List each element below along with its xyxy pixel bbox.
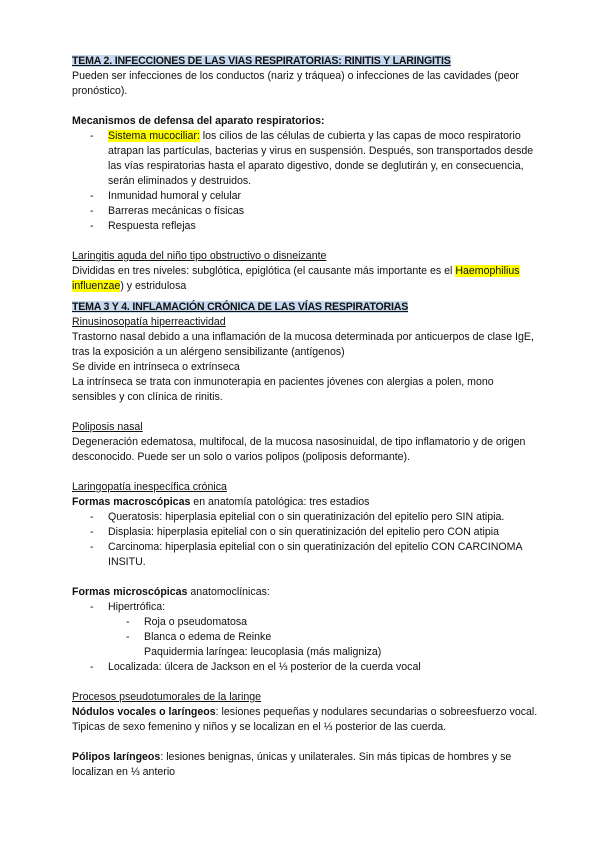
laringopatia-title: Laringopatía inespecífica crónica	[72, 481, 227, 493]
mecanismos-title: Mecanismos de defensa del aparato respiratorios:	[72, 115, 325, 127]
list-item: - Barreras mecánicas o físicas	[72, 204, 540, 219]
list-item: - Queratosis: hiperplasia epitelial con o sin queratinización del epitelio pero SIN atipia.	[72, 510, 540, 525]
list-item: - Roja o pseudomatosa	[72, 615, 540, 630]
polipos-text: : lesiones benignas, únicas y unilaterales. Sin más tipicas de hombres y se localizan en ⅓ anterio	[72, 751, 512, 778]
spacer	[72, 675, 540, 690]
paquidermia-line: Paquidermia laríngea: leucoplasia (más maligniza)	[144, 646, 382, 658]
micro-term: Formas microscópicas	[72, 586, 188, 598]
nodulos-term: Nódulos vocales o laríngeos	[72, 706, 216, 718]
list-item: - Respuesta reflejas	[72, 219, 540, 234]
laringitis-title: Laringitis aguda del niño tipo obstructivo o disneizante	[72, 250, 327, 262]
laringitis-text-a: Divididas en tres niveles: subglótica, epiglótica (el causante más importante es el	[72, 265, 456, 277]
list-item: - Inmunidad humoral y celular	[72, 189, 540, 204]
macro-list	[72, 510, 540, 570]
rinu-text2: Se divide en intrínseca o extrínseca	[72, 361, 240, 373]
laringitis-text	[72, 264, 540, 294]
rinu-text1: Trastorno nasal debido a una inflamación de la mucosa determinada por anticuerpos de clase IgE, tras la exposición a un alérgeno sensibilizante (antígenos)	[72, 331, 534, 358]
micro-line	[72, 585, 540, 600]
hipertrofica-sublist	[72, 615, 540, 645]
list-item	[72, 129, 540, 189]
list-item: - Displasia: hiperplasia epitelial con o sin queratinización del epitelio pero CON atipia	[72, 525, 540, 540]
list-item: - Blanca o edema de Reinke	[72, 630, 540, 645]
mucociliar-term: Sistema mucociliar:	[108, 130, 200, 142]
macro-line	[72, 495, 540, 510]
tema2-heading: TEMA 2. INFECCIONES DE LAS VIAS RESPIRATORIAS: RINITIS Y LARINGITIS	[72, 55, 451, 67]
poliposis-text: Degeneración edematosa, multifocal, de la mucosa nasosinuidal, de tipo inflamatorio y de origen desconocido. Puede ser un solo o varios polipos (poliposis deformante).	[72, 436, 526, 463]
rinu-title: Rinusinosopatía hiperreactividad	[72, 316, 226, 328]
list-item: - Localizada: úlcera de Jackson en el ⅓ posterior de la cuerda vocal	[72, 660, 540, 675]
spacer	[72, 465, 540, 480]
spacer	[72, 570, 540, 585]
hipertrofica-label: Hipertrófica:	[108, 601, 166, 613]
poliposis-title: Poliposis nasal	[72, 421, 143, 433]
spacer	[72, 405, 540, 420]
spacer	[72, 234, 540, 249]
macro-text: en anatomía patológica: tres estadios	[190, 496, 370, 508]
mucociliar-text: los cilios de las células de cubierta y las capas de moco respiratorio atrapan las partículas, bacterias y virus en suspensión. Después, son transportados desde las vías respiratorias hasta el aparato digestivo, donde se deglutirán y, en consecuencia, serán eliminados y destruidos.	[108, 130, 534, 187]
tema2-heading-line	[72, 54, 540, 69]
rinu-text3: La intrínseca se trata con inmunoterapia en pacientes jóvenes con alergias a polen, mono sensibles y con clínica de rinitis.	[72, 376, 494, 403]
polipos-term: Pólipos laríngeos	[72, 751, 161, 763]
procesos-title: Procesos pseudotumorales de la laringe	[72, 691, 262, 703]
spacer	[72, 99, 540, 114]
spacer	[72, 735, 540, 750]
list-item	[72, 600, 540, 660]
list-item: - Carcinoma: hiperplasia epitelial con o sin queratinización del epitelio CON CARCINOMA INSITU.	[72, 540, 540, 570]
tema2-intro: Pueden ser infecciones de los conductos (nariz y tráquea) o infecciones de las cavidades (peor pronóstico).	[72, 70, 519, 97]
micro-list	[72, 600, 540, 675]
nodulos-paragraph	[72, 705, 540, 735]
macro-term: Formas macroscópicas	[72, 496, 191, 508]
tema3-heading: TEMA 3 Y 4. INFLAMACIÓN CRÓNICA DE LAS VÍAS RESPIRATORIAS	[72, 301, 409, 313]
haemophilus-highlight: Haemophilius influenzae	[72, 265, 520, 292]
micro-text: anatomoclínicas:	[187, 586, 270, 598]
mecanismos-list	[72, 129, 540, 234]
polipos-paragraph	[72, 750, 540, 780]
nodulos-text: : lesiones pequeñas y nodulares secundarias o sobreesfuerzo vocal. Tipicas de sexo femenino y niños y se localizan en el ⅓ posterior de las cuerda.	[72, 706, 538, 733]
laringitis-text-b: ) y estridulosa	[120, 280, 187, 292]
tema3-heading-line	[72, 300, 540, 315]
